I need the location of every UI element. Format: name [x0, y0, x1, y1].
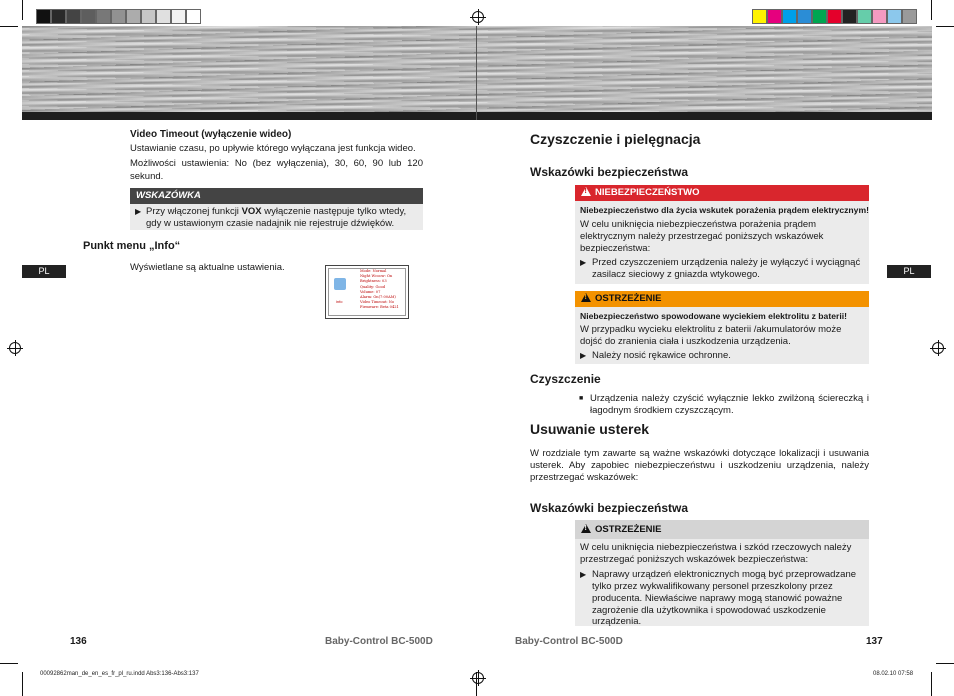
warning2-bullet-arrow-icon: ▶	[580, 570, 587, 579]
left-product-name: Baby-Control BC-500D	[325, 636, 433, 647]
color-swatches-swatch	[767, 9, 782, 24]
gray-swatches-swatch	[126, 9, 141, 24]
danger-bullet-line-2: zasilacz sieciowy z gniazda wtykowego.	[592, 269, 760, 280]
header-texture-band	[22, 26, 932, 112]
info-screen-thumbnail	[325, 265, 409, 319]
warning-bullet-arrow-icon: ▶	[580, 351, 587, 360]
video-timeout-paragraph-2: Możliwości ustawienia: No (bez wyłączenia), 30, 60, 90 lub 120 sekund.	[130, 158, 423, 182]
color-swatches-swatch	[782, 9, 797, 24]
warning-bold-line: Niebezpieczeństwo spowodowane wyciekiem elektrolitu z baterii!	[580, 311, 847, 321]
troubleshooting-line-2-text: usterek. Aby zapobiec niebezpieczeństwu i uszkodzeniu urządzenia, należy	[530, 460, 869, 471]
warning-paragraph-line-1: W przypadku wycieku elektrolitu z baterii /akumulatorów może	[580, 324, 842, 335]
info-menu-heading: Punkt menu „Info“	[83, 240, 181, 252]
cleaning-square-bullet-icon: ■	[579, 395, 584, 402]
gray-swatches-swatch	[186, 9, 201, 24]
color-swatches-swatch	[827, 9, 842, 24]
warning2-paragraph-line-1: W celu uniknięcia niebezpieczeństwa i szkód rzeczowych należy	[580, 542, 852, 553]
danger-box-title: NIEBEZPIECZEŃSTWO	[595, 187, 700, 198]
danger-paragraph-line-1: W celu uniknięcia niebezpieczeństwa porażenia prądem	[580, 219, 817, 230]
warning2-bullet-line-4: zagrożenie dla użytkownika i spowodować uszkodzenie	[592, 605, 826, 616]
danger-warning-icon	[581, 187, 591, 196]
left-language-tab: PL	[22, 265, 66, 278]
color-swatches-swatch	[797, 9, 812, 24]
warning-triangle-icon	[581, 293, 591, 302]
danger-bold-line: Niebezpieczeństwo dla życia wskutek porażenia prądem elektrycznym!	[580, 205, 869, 215]
color-swatches-swatch	[842, 9, 857, 24]
cleaning-heading: Czyszczenie	[530, 372, 601, 386]
cleaning-line-2: łagodnym środkiem czyszczącym.	[590, 405, 734, 416]
right-page-number: 137	[866, 636, 883, 647]
color-swatches-swatch	[887, 9, 902, 24]
troubleshooting-line-1-text: W rozdziale tym zawarte są ważne wskazówki dotyczące lokalizacji i usuwania	[530, 448, 869, 459]
note-bullet-arrow-icon: ▶	[135, 207, 142, 216]
safety-heading-2: Wskazówki bezpieczeństwa	[530, 501, 689, 515]
registration-mark-top	[472, 11, 484, 23]
note-box-header	[130, 188, 423, 204]
danger-paragraph-line-3: bezpieczeństwa:	[580, 243, 651, 254]
warning2-paragraph-line-2: przestrzegać poniższych wskazówek bezpieczeństwa:	[580, 554, 809, 565]
danger-box-header	[575, 185, 869, 201]
info-screen-setting-line: Video Timeout: No	[360, 300, 395, 305]
danger-paragraph-line-2: elektrycznym należy przestrzegać poniższych wskazówek	[580, 231, 824, 242]
registration-mark-right	[932, 342, 944, 354]
danger-bullet-arrow-icon: ▶	[580, 258, 587, 267]
gray-swatches-swatch	[36, 9, 51, 24]
note-line-1-pre: Przy włączonej funkcji	[146, 206, 242, 217]
gray-swatches-swatch	[81, 9, 96, 24]
info-screen-setting-line: Quality: Good	[360, 284, 386, 289]
info-screen-setting-line: Volume: 07	[360, 289, 381, 294]
warning2-bullet-line-1: Naprawy urządzeń elektronicznych mogą być przeprowadzane	[592, 569, 857, 580]
gray-swatches-swatch	[66, 9, 81, 24]
color-swatches-swatch	[872, 9, 887, 24]
troubleshooting-line-3: przestrzegać wskazówek:	[530, 472, 639, 483]
right-product-name: Baby-Control BC-500D	[515, 636, 623, 647]
safety-heading-1: Wskazówki bezpieczeństwa	[530, 165, 689, 179]
info-screen-icon-label: info	[336, 299, 343, 304]
warning2-box-header	[575, 520, 869, 539]
warning2-triangle-icon	[581, 524, 591, 533]
video-timeout-paragraph-1: Ustawianie czasu, po upływie którego wyłączana jest funkcja wideo.	[130, 143, 416, 154]
registration-mark-bottom	[472, 672, 484, 684]
info-menu-text: Wyświetlane są aktualne ustawienia.	[130, 262, 285, 273]
gray-swatches-swatch	[96, 9, 111, 24]
color-swatches-swatch	[902, 9, 917, 24]
info-screen-icon	[334, 278, 346, 290]
slug-file-info: 00092862man_de_en_es_fr_pl_ru.indd Abs3:136-Abs3:137	[40, 671, 199, 677]
note-box-title: WSKAZÓWKA	[136, 190, 201, 201]
info-screen-setting-line: Mode: Normal	[360, 269, 387, 273]
info-screen-setting-line: Firmware: Beta 0421	[360, 305, 399, 310]
page-fold-line	[476, 26, 477, 120]
info-screen-setting-line: Alarm: On(7:00AM)	[360, 295, 396, 300]
danger-bullet-line-1: Przed czyszczeniem urządzenia należy je wyłączyć i wyciągnąć	[592, 257, 861, 268]
color-swatches-swatch	[812, 9, 827, 24]
warning-bullet-line: Należy nosić rękawice ochronne.	[592, 350, 731, 361]
troubleshooting-title: Usuwanie usterek	[530, 421, 650, 437]
note-vox-keyword: VOX	[241, 206, 262, 217]
note-line-2: gdy w ustawionym czasie nadajnik nie rejestruje dźwięków.	[146, 218, 395, 229]
color-swatches-swatch	[752, 9, 767, 24]
info-screen-setting-line: Brightness: 03	[360, 279, 387, 284]
warning-box-title: OSTRZEŻENIE	[595, 293, 662, 304]
color-swatches-swatch	[857, 9, 872, 24]
warning-box-header	[575, 291, 869, 307]
warning2-box-title: OSTRZEŻENIE	[595, 524, 662, 535]
gray-swatches-swatch	[156, 9, 171, 24]
info-screen-setting-line: Night Wcoow: On	[360, 274, 393, 279]
gray-swatches-swatch	[111, 9, 126, 24]
warning2-bullet-line-5: urządzenia.	[592, 616, 642, 627]
right-language-tab: PL	[887, 265, 931, 278]
video-timeout-heading: Video Timeout (wyłączenie wideo)	[130, 129, 292, 140]
slug-date-time: 08.02.10 07:58	[873, 671, 914, 677]
warning2-bullet-line-2: tylko przez wykwalifikowany personel przeszkolony przez	[592, 581, 833, 592]
info-screen-settings-list	[360, 269, 399, 311]
warning-paragraph-line-2: dojść do zranienia ciała i uszkodzenia urządzenia.	[580, 336, 791, 347]
cleaning-line-1-text: Urządzenia należy czyścić wyłącznie lekko zwilżoną ściereczką i	[590, 393, 869, 404]
note-line-1-post: wyłączenie następuje tylko wtedy,	[261, 206, 407, 217]
left-page-number: 136	[70, 636, 87, 647]
gray-swatches-swatch	[141, 9, 156, 24]
warning2-bullet-line-3: producenta. Niewłaściwe naprawy mogą stanowić poważne	[592, 593, 843, 604]
gray-swatches-swatch	[171, 9, 186, 24]
cleaning-care-title: Czyszczenie i pielęgnacja	[530, 131, 701, 147]
header-band-foot	[22, 112, 932, 120]
gray-swatches-swatch	[51, 9, 66, 24]
registration-mark-left	[9, 342, 21, 354]
